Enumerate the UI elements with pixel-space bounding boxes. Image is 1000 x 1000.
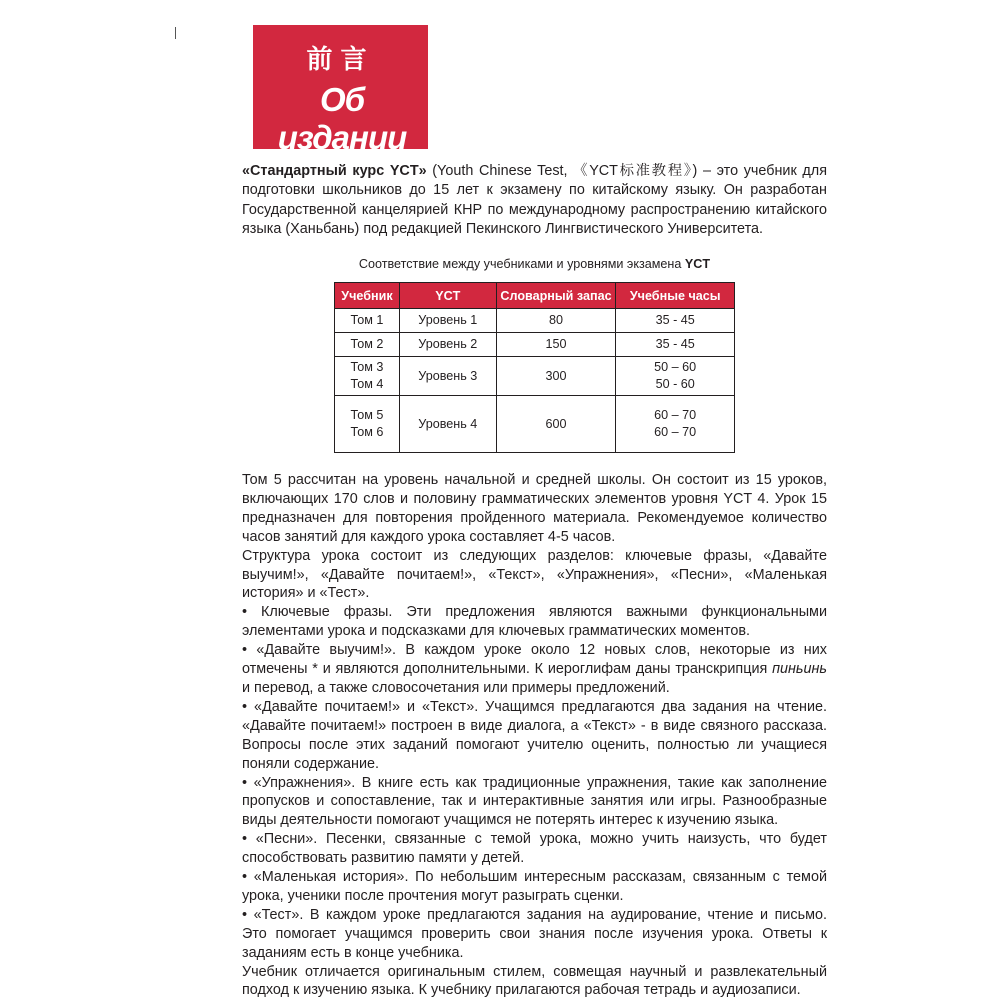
cell-vocab: 600 <box>496 396 616 453</box>
book-label: Том 6 <box>350 425 384 439</box>
cell-hours <box>616 396 735 453</box>
book-label: Том 4 <box>350 377 384 391</box>
paragraph-test: • «Тест». В каждом уроке предлагаются задания на аудирование, чтение и письмо. Это помогает учащимся проверить свои знания после изучения урока. Ответы к заданиям есть в конце учебника. <box>242 906 827 961</box>
paragraph-lets-learn <box>242 641 827 698</box>
paragraph-reading: • «Давайте почитаем!» и «Текст». Учащимся предлагаются два задания на чтение. «Давайте почитаем!» построен в виде диалога, а «Текст» - в виде связного рассказа. Вопросы после этих заданий помогают учителю оценить, полностью ли учащиеся поняли содержание. <box>242 698 827 772</box>
cell-vocab: 300 <box>496 357 616 396</box>
cell-book <box>335 357 400 396</box>
body-text <box>242 471 827 1000</box>
paragraph-conclusion: Учебник отличается оригинальным стилем, совмещая научный и развлекательный подход к изучению языка. К учебнику прилагаются рабочая тетрадь и аудиозаписи. <box>242 963 827 999</box>
cell-vocab: 80 <box>496 309 616 333</box>
paragraph-lets-learn-part1: • «Давайте выучим!». В каждом уроке около 12 новых слов, некоторые из них отмечены * и являются дополнительными. К иероглифам даны транскрипция <box>242 642 827 678</box>
header-textbook: Учебник <box>335 283 400 309</box>
cell-hours <box>616 357 735 396</box>
intro-bold-title: «Стандартный курс YCT» <box>242 163 427 179</box>
banner-title-russian: Об издании <box>277 81 407 156</box>
table-row <box>335 357 735 396</box>
table-row <box>335 309 735 333</box>
book-label: Том 2 <box>350 337 384 351</box>
header-yct: YCT <box>399 283 496 309</box>
cell-book <box>335 396 400 453</box>
paragraph-volume: Том 5 рассчитан на уровень начальной и средней школы. Он состоит из 15 уроков, включающих 170 слов и половину грамматических элементов уровня YCT 4. Урок 15 предназначен для повторения пройденного материала. Рекомендуемое количество часов занятий для каждого урока составляет 4-5 часов. <box>242 472 827 545</box>
hours-label: 60 – 70 <box>654 408 697 422</box>
hours-label: 50 - 60 <box>655 377 695 391</box>
table-header-row <box>335 283 735 309</box>
book-label: Том 5 <box>350 408 384 422</box>
pinyin-term: пиньинь <box>772 661 827 678</box>
table-row <box>335 333 735 357</box>
crop-mark <box>175 27 176 39</box>
paragraph-structure: Структура урока состоит из следующих разделов: ключевые фразы, «Давайте выучим!», «Давайте почитаем!», «Текст», «Упражнения», «Песни», «Маленькая история» и «Тест». <box>242 547 827 602</box>
table-caption <box>242 257 827 271</box>
hours-label: 35 - 45 <box>655 313 695 327</box>
cell-level: Уровень 1 <box>399 309 496 333</box>
paragraph-story: • «Маленькая история». По небольшим интересным рассказам, связанным с темой урока, ученики после прочтения могут разыграть сценки. <box>242 869 827 904</box>
cell-hours <box>616 309 735 333</box>
levels-table <box>334 282 735 453</box>
paragraph-key-phrases: • Ключевые фразы. Эти предложения являются важными функциональными элементами урока и подсказками для ключевых грамматических моментов. <box>242 604 827 640</box>
table-row <box>335 396 735 453</box>
intro-paragraph <box>242 162 827 240</box>
book-label: Том 3 <box>350 360 384 374</box>
table-caption-text: Соответствие между учебниками и уровнями экзамена <box>358 257 685 271</box>
paragraph-lets-learn-part2: и перевод, а также словосочетания или примеры предложений. <box>242 679 670 696</box>
intro-text: (Youth Chinese Test, 《YCT标准教程》) – это учебник для подготовки школьников до 15 лет к экзамену по китайскому языку. Он разработан Государственной канцелярией КНР по международному распространению китайского языка (Ханьбань) под редакцией Пекинского Лингвистического Университета. <box>242 163 827 238</box>
header-vocabulary: Словарный запас <box>496 283 616 309</box>
cell-book <box>335 309 400 333</box>
table-caption-bold: YCT <box>684 257 711 271</box>
hours-label: 35 - 45 <box>655 337 695 351</box>
section-banner <box>253 25 428 156</box>
cell-level: Уровень 3 <box>399 357 496 396</box>
cell-level: Уровень 2 <box>399 333 496 357</box>
cell-level: Уровень 4 <box>399 396 496 453</box>
cell-hours <box>616 333 735 357</box>
paragraph-songs: • «Песни». Песенки, связанные с темой урока, можно учить наизусть, что будет способствовать развитию памяти у детей. <box>242 831 827 867</box>
hours-label: 60 – 70 <box>654 425 697 439</box>
hours-label: 50 – 60 <box>654 360 697 374</box>
header-hours: Учебные часы <box>616 283 735 309</box>
banner-title-chinese: 前言 <box>306 45 375 75</box>
book-label: Том 1 <box>350 313 384 327</box>
cell-book <box>335 333 400 357</box>
cell-vocab: 150 <box>496 333 616 357</box>
paragraph-exercises: • «Упражнения». В книге есть как традиционные упражнения, такие как заполнение пропусков и сопоставление, так и интерактивные занятия или игры. Разнообразные виды деятельности помогают учащимся не потерять интерес к изучению языка. <box>242 774 827 829</box>
